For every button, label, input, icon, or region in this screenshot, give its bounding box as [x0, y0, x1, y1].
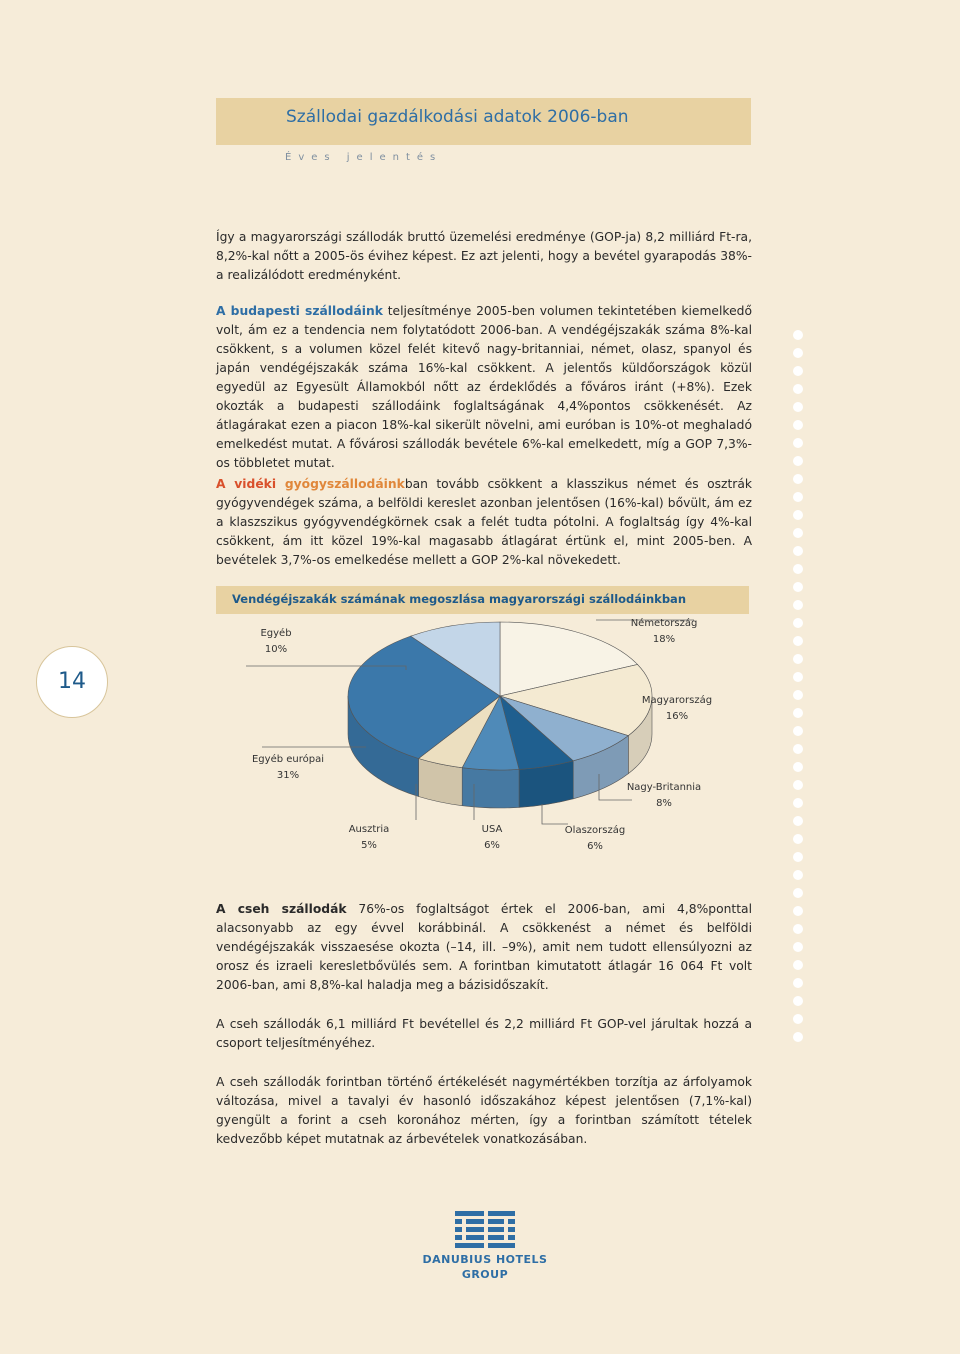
slice-value-2: 8%	[656, 798, 672, 809]
budapest-highlight: A budapesti szállodáink	[216, 304, 383, 318]
budapest-text: teljesítménye 2005-ben volumen tekintetében kiemelkedő volt, ám ez a tendencia nem folytatódott 2006-ban. A vendégéjszakák száma 8%-kal csökkent, s a volumen közel felét kitevő nagy-britanniai, német, olasz, spanyol és japán vendégéjszakák száma 16%-kal csökkent. A jelentős küldőországok közül egyedül az Egyesült Államokból nőtt az érdeklődés a főváros iránt (+8%). Ezek okozták a budapesti szállodáink foglaltságának 4,4%pontos csökkenését. Az átlagárakat ezen a piacon 18%-kal sikerült növelni, ami euróban is 10%-ot meghaladó emelkedést mutat. A fővárosi szállodák bevétele 6%-kal emelkedett, míg a GOP 7,3%-os többletet mutat.	[216, 304, 752, 470]
slice-value-5: 5%	[361, 840, 377, 851]
decorative-dot	[793, 1032, 803, 1042]
decorative-dot	[793, 816, 803, 826]
paragraph-cseh-2: A cseh szállodák 6,1 milliárd Ft bevétellel és 2,2 milliárd Ft GOP-vel járultak hozzá a csoport teljesítményéhez.	[216, 1017, 752, 1050]
logo-mark-icon	[400, 1205, 570, 1251]
decorative-dot	[793, 636, 803, 646]
decorative-dot	[793, 906, 803, 916]
page-title: Szállodai gazdálkodási adatok 2006-ban	[286, 107, 629, 127]
decorative-dot	[793, 654, 803, 664]
decorative-dot	[793, 690, 803, 700]
slice-label-1: Magyarország	[641, 695, 713, 706]
chart-title: Vendégéjszakák számának megoszlása magyarországi szállodáinkban	[232, 592, 687, 606]
decorative-dot	[793, 420, 803, 430]
decorative-dot	[793, 1014, 803, 1024]
decorative-dot	[793, 510, 803, 520]
decorative-dot	[793, 528, 803, 538]
decorative-dot	[793, 546, 803, 556]
paragraph-videki	[216, 475, 752, 570]
decorative-dot	[793, 780, 803, 790]
decorative-dot	[793, 942, 803, 952]
decorative-dot	[793, 888, 803, 898]
decorative-dot	[793, 582, 803, 592]
slice-value-7: 10%	[264, 644, 288, 655]
leader-line-3	[542, 804, 568, 824]
decorative-dot	[793, 564, 803, 574]
paragraph-cseh-3: A cseh szállodák forintban történő értékelését nagymértékben torzítja az árfolyamok változása, mivel a tavalyi év hasonló időszakához képest jelentősen (7,1%-kal) gyengült a forint a cseh koronához mérten, így a forintban számított tételek kedvezőbb képet mutatnak az árbevételek vonatkozásában.	[216, 1075, 752, 1146]
slice-label-2: Nagy-Britannia	[626, 782, 702, 793]
decorative-dot	[793, 744, 803, 754]
decorative-dot	[793, 600, 803, 610]
page-number-circle	[36, 646, 108, 718]
decorative-dot	[793, 924, 803, 934]
decorative-dot-column	[793, 330, 805, 1050]
videki-highlight-a: A vidéki	[216, 477, 285, 491]
decorative-dot	[793, 978, 803, 988]
cseh-bold: A cseh szállodák	[216, 902, 347, 916]
decorative-dot	[793, 726, 803, 736]
decorative-dot	[793, 330, 803, 340]
decorative-dot	[793, 618, 803, 628]
logo-text-line2: GROUP	[461, 1268, 509, 1281]
decorative-dot	[793, 366, 803, 376]
chart-title-bar	[216, 586, 749, 614]
cseh-text: 76%-os foglaltságot értek el 2006-ban, ami 4,8%ponttal alacsonyabb az egy évvel korábbinál. A csökkenést a német és belföldi vendégéjszakák visszaesése okozta (–14, ill. –9%), amit nem tudott ellensúlyozni az orosz és izraeli keresletbővülés sem. A forintban kimutatott átlagár 16 064 Ft volt 2006-ban, ami 8,8%-kal haladja meg a bázisidőszakít.	[216, 902, 752, 992]
danubius-logo	[400, 1205, 570, 1285]
paragraph-budapest	[216, 302, 752, 473]
decorative-dot	[793, 960, 803, 970]
page-number: 14	[58, 669, 86, 694]
decorative-dot	[793, 996, 803, 1006]
slice-value-1: 16%	[665, 711, 689, 722]
videki-text: ban tovább csökkent a klasszikus német és osztrák gyógyvendégek száma, a belföldi kereslet azonban jelentősen (16%-kal) bővült, ám ez a klaszszikus gyógyvendégkörnek csak a felét tudta pótolni. A foglaltság így 4%-kal csökkent, ám itt közel 19%-kal magasabb átlagárat értünk el, mint 2005-ben. A bevételek 3,7%-os emelkedése mellett a GOP 2%-kal növekedett.	[216, 477, 752, 567]
slice-label-7: Egyéb	[260, 628, 292, 639]
decorative-dot	[793, 384, 803, 394]
decorative-dot	[793, 852, 803, 862]
pie-chart	[216, 614, 750, 864]
decorative-dot	[793, 834, 803, 844]
decorative-dot	[793, 492, 803, 502]
slice-value-0: 18%	[652, 634, 676, 645]
decorative-dot	[793, 348, 803, 358]
videki-highlight-b: gyógyszállodáink	[284, 477, 405, 491]
slice-value-6: 31%	[276, 770, 300, 781]
paragraph-gop: Így a magyarországi szállodák bruttó üzemelési eredménye (GOP-ja) 8,2 milliárd Ft-ra, 8,2%-kal nőtt a 2005-ös évihez képest. Ez azt jelenti, hogy a bevétel gyarapodás 38%-a realizálódott eredményként.	[216, 230, 752, 282]
pie-top	[348, 622, 652, 770]
slice-label-5: Ausztria	[348, 824, 390, 835]
slice-label-4: USA	[481, 824, 503, 835]
decorative-dot	[793, 870, 803, 880]
slice-label-3: Olaszország	[564, 825, 626, 836]
decorative-dot	[793, 672, 803, 682]
slice-value-3: 6%	[587, 841, 603, 852]
decorative-dot	[793, 438, 803, 448]
pie-side-4	[462, 768, 519, 808]
decorative-dot	[793, 798, 803, 808]
paragraph-cseh-1	[216, 900, 752, 995]
header-box	[216, 98, 751, 145]
logo-text-line1: DANUBIUS HOTELS	[422, 1253, 548, 1266]
decorative-dot	[793, 474, 803, 484]
slice-value-4: 6%	[484, 840, 500, 851]
decorative-dot	[793, 456, 803, 466]
decorative-dot	[793, 708, 803, 718]
slice-label-0: Németország	[630, 618, 698, 629]
decorative-dot	[793, 402, 803, 412]
decorative-dot	[793, 762, 803, 772]
slice-label-6: Egyéb európai	[251, 754, 325, 765]
page-subtitle: Éves jelentés	[285, 152, 443, 163]
